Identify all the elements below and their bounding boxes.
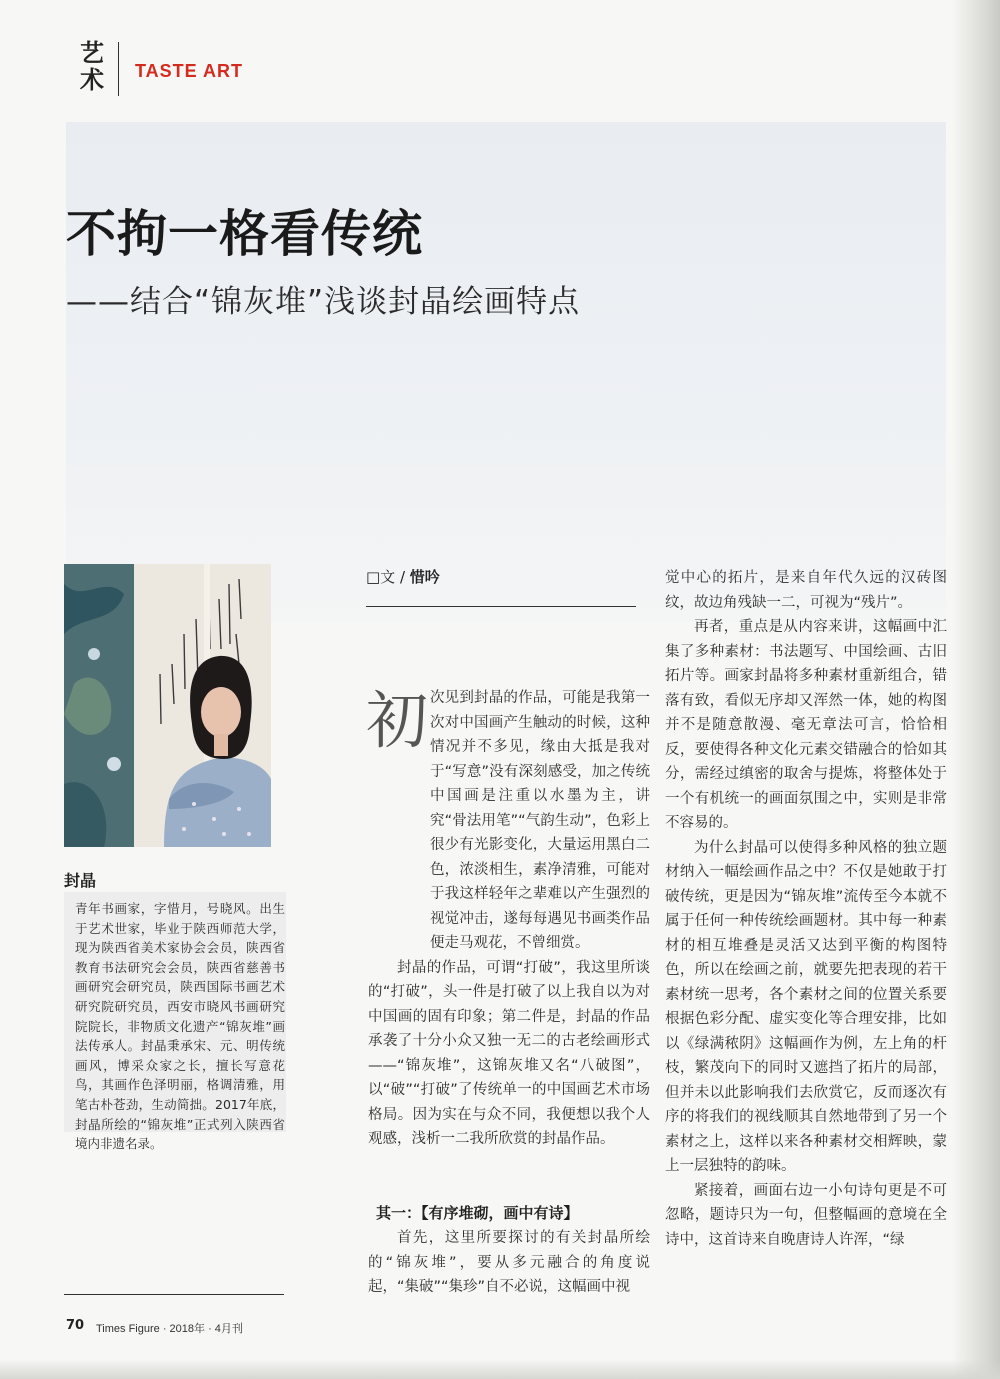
footer-divider [64, 1294, 284, 1295]
body-paragraph: 为什么封晶可以使得多种风格的独立题材纳入一幅绘画作品之中？不仅是她敢于打破传统，更是因为“锦灰堆”流传至今本就不属于任何一种传统绘画题材。其中每一种素材的相互堆叠是灵活又达到平衡的构图特色，所以在绘画之前，就要先把表现的若干素材统一思考，各个素材之间的位置关系要根据色彩分配、虚实变化等合理安排，比如以《绿满秾阴》这幅画作为例，左上角的杆枝，繁茂向下的同时又遮挡了拓片的局部，但并未以此影响我们去欣赏它，反而逐次有序的将我们的视线顺其自然地带到了另一个素材之上，这样以来各种素材交相辉映，蒙上一层独特的韵味。 [665, 839, 947, 1174]
artist-name: 封晶 [64, 871, 97, 890]
body-paragraph: 觉中心的拓片，是来自年代久远的汉砖图纹，故边角残缺一二，可视为“残片”。 [665, 570, 947, 611]
body-paragraph: 封晶的作品，可谓“打破”，我这里所谈的“打破”，头一件是打破了以上我自以为对中国画的固有印象；第二件是，封晶的作品承袭了十分小众又独一无二的古老绘画形式——“锦灰堆”，这锦灰堆又名“八破图”，以“破”“打破”了传统单一的中国画艺术市场格局。因为实在与众不同，我便想以我个人观感，浅析一二我所欣赏的封晶作品。 [368, 959, 650, 1147]
author-prefix: □文 / [366, 568, 410, 586]
body-column-2 [368, 686, 650, 1152]
body-paragraph: 紧接着，画面右边一小句诗句更是不可忽略，题诗只为一句，但整幅画的意境在全诗中，这首诗来自晚唐诗人许浑，“绿 [665, 1182, 947, 1248]
body-paragraph: 首先，这里所要探讨的有关封晶所绘的“锦灰堆”，要从多元融合的角度说起，“集破”“集珍”自不必说，这幅画中视 [368, 1230, 650, 1295]
portrait-photo-illustration [64, 564, 271, 847]
section-heading: 其一：【有序堆砌，画中有诗】 [376, 1204, 579, 1222]
byline-divider [366, 606, 636, 607]
drop-cap: 初 [366, 684, 429, 757]
section-divider [118, 42, 119, 96]
author-byline [366, 566, 440, 587]
artist-bio: 青年书画家，字惜月，号晓风。出生于艺术世家，毕业于陕西师范大学，现为陕西省美术家协会会员，陕西省教育书法研究会会员，陕西省慈善书画研究会研究员，陕西国际书画艺术研究院研究员，西安市晓风书画研究院院长，非物质文化遗产“锦灰堆”画法传承人。封晶秉承宋、元、明传统画风，博采众家之长，擅长写意花鸟，其画作色泽明丽，格调清雅，用笔古朴苍劲，生动简拙。2017年底，封晶所绘的“锦灰堆”正式列入陕西省境内非遗名录。 [75, 901, 285, 1152]
section-label-cn: 艺术 [80, 39, 104, 94]
section-label-en: TASTE ART [135, 61, 243, 81]
page-number: 70 [66, 1318, 85, 1333]
author-name: 惜吟 [409, 568, 440, 586]
page-edge-shadow [952, 0, 1000, 1379]
magazine-issue: Times Figure · 2018年 · 4月刊 [96, 1323, 243, 1335]
article-subtitle: ——结合“锦灰堆”浅谈封晶绘画特点 [66, 284, 581, 320]
body-paragraph: 次见到封晶的作品，可能是我第一次对中国画产生触动的时候，这种情况并不多见，缘由大抵是我对于“写意”没有深刻感受，加之传统中国画是注重以水墨为主，讲究“骨法用笔”“气韵生动”，色彩上很少有光影变化，大量运用黑白二色，浓淡相生，素净清雅，可能对于我这样轻年之辈难以产生强烈的视觉冲击，遂每每遇见书画类作品便走马观花，不曾细赏。 [430, 690, 650, 951]
body-paragraph: 再者，重点是从内容来讲，这幅画中汇集了多种素材：书法题写、中国绘画、古旧拓片等。画家封晶将多种素材重新组合，错落有致，看似无序却又浑然一体，她的构图并不是随意散漫、毫无章法可言，恰恰相反，要使得各种文化元素交错融合的恰如其分，需经过缜密的取舍与提炼，将整体处于一个有机统一的画面氛围之中，实则是非常不容易的。 [665, 619, 947, 831]
article-title: 不拘一格看传统 [66, 205, 423, 263]
body-column-2-continued [368, 1226, 650, 1300]
artist-portrait [64, 564, 271, 847]
body-column-3 [665, 566, 947, 1252]
page-bottom-shadow [0, 1359, 1000, 1379]
